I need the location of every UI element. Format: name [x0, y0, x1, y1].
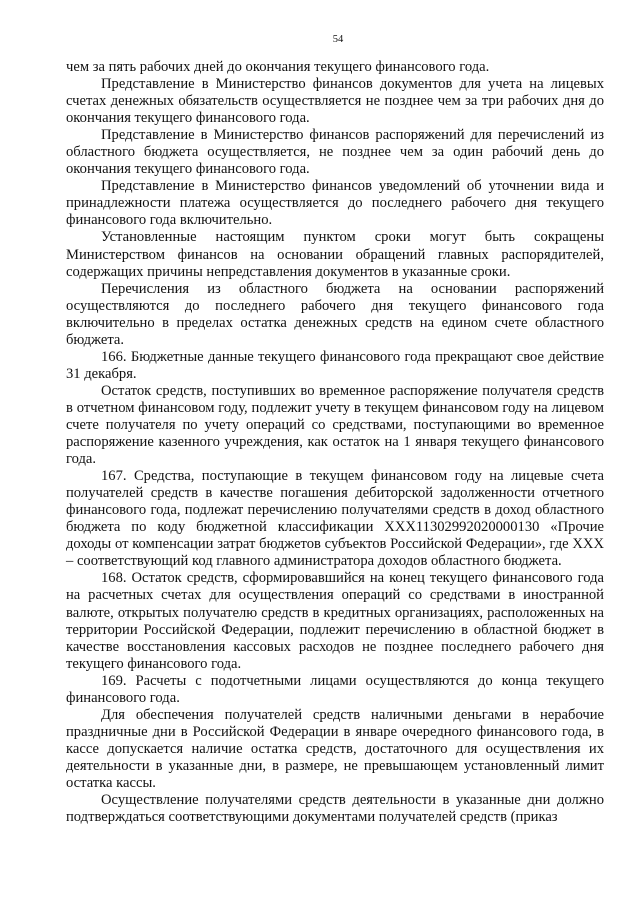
- paragraph: Представление в Министерство финансов документов для учета на лицевых счетах денежных обязательств осуществляется не позднее чем за три рабочих дня до окончания текущего финансового года.: [66, 76, 604, 127]
- paragraph-item-169: 169. Расчеты с подотчетными лицами осуществляются до конца текущего финансового года.: [66, 672, 604, 706]
- paragraph-item-168: 168. Остаток средств, сформировавшийся на конец текущего финансового года на расчетных счетах для осуществления операций со средствами в иностранной валюте, открытых получателю средств в кредитных организациях, расположенных на территории Российской Федерации, подлежит перечислению в областной бюджет в качестве восстановления кассовых расходов не позднее последнего рабочего дня текущего финансового года.: [66, 570, 604, 672]
- paragraph-item-166: 166. Бюджетные данные текущего финансового года прекращают свое действие 31 декабря.: [66, 348, 604, 382]
- paragraph: Для обеспечения получателей средств наличными деньгами в нерабочие праздничные дни в Российской Федерации в январе очередного финансового года, в кассе допускается наличие остатка средств, достаточного для осуществления их деятельности в указанные дни, в размере, не превышающем установленный лимит остатка кассы.: [66, 706, 604, 791]
- paragraph: Остаток средств, поступивших во временное распоряжение получателя средств в отчетном финансовом году, подлежит учету в текущем финансовом году на лицевом счете получателя по учету операций со средствами, поступающими во временное распоряжение казенного учреждения, как остаток на 1 января текущего финансового года.: [66, 382, 604, 468]
- paragraph-item-167: 167. Средства, поступающие в текущем финансовом году на лицевые счета получателей средств в качестве погашения дебиторской задолженности отчетного финансового года, подлежат перечислению получателями средств в доход областного бюджета по коду бюджетной классификации ХХХ11302992020000130 «Прочие доходы от компенсации затрат бюджетов субъектов Российской Федерации», где ХХХ – соответствующий код главного администратора доходов областного бюджета.: [66, 468, 604, 570]
- document-body: [66, 59, 604, 826]
- paragraph: Представление в Министерство финансов распоряжений для перечислений из областного бюджета осуществляется, не позднее чем за один рабочий день до окончания текущего финансового года.: [66, 127, 604, 178]
- paragraph: Представление в Министерство финансов уведомлений об уточнении вида и принадлежности платежа осуществляется до последнего рабочего дня текущего финансового года включительно.: [66, 178, 604, 229]
- paragraph: Перечисления из областного бюджета на основании распоряжений осуществляются до последнего рабочего дня текущего финансового года включительно в пределах остатка денежных средств на едином счете областного бюджета.: [66, 280, 604, 348]
- paragraph: Установленные настоящим пунктом сроки могут быть сокращены Министерством финансов на основании обращений главных распорядителей, содержащих причины непредставления документов в указанные сроки.: [66, 229, 604, 280]
- paragraph: чем за пять рабочих дней до окончания текущего финансового года.: [66, 59, 490, 75]
- paragraph: Осуществление получателями средств деятельности в указанные дни должно подтверждаться соответствующими документами получателей средств (приказ: [66, 792, 604, 826]
- page-number: 54: [332, 34, 344, 45]
